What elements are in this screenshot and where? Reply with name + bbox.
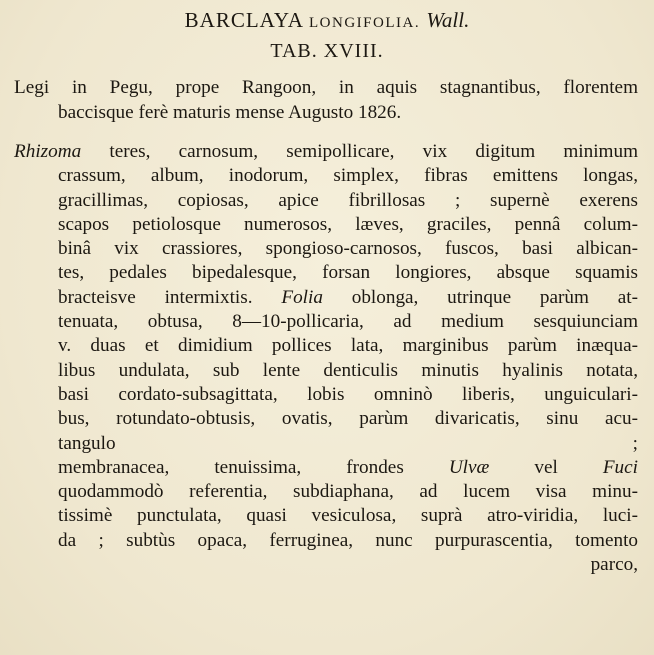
text-line: scapos petiolosque numerosos, læves, graciles, pennâ colum- — [58, 213, 638, 235]
plate-number — [0, 40, 654, 63]
text-line: basi cordato-subsagittata, lobis omninò liberis, unguiculari- — [58, 383, 638, 405]
term-folia: Folia — [281, 286, 323, 308]
text-line: da ; subtùs opaca, ferruginea, nunc purpurascentia, tomento — [58, 529, 638, 551]
term-rhizoma: Rhizoma — [14, 141, 82, 162]
text-line: tangulo ; — [58, 432, 638, 454]
plate-numeral: XVIII. — [323, 40, 384, 62]
description — [14, 140, 638, 577]
text-line: crassum, album, inodorum, simplex, fibras emittens longas, — [58, 165, 638, 187]
author: Wall. — [426, 8, 470, 32]
text-line: Legi in Pegu, prope Rangoon, in aquis stagnantibus, florentem — [14, 77, 638, 98]
text-line: v. duas et dimidium pollices lata, marginibus parùm inæqua- — [58, 335, 638, 357]
text-line: tenuata, obtusa, 8—10-pollicaria, ad medium sesquiunciam — [58, 311, 638, 333]
text-line: tes, pedales bipedalesque, forsan longiores, absque squamis — [58, 262, 638, 284]
text-line: gracillimas, copiosas, apice fibrillosas ; supernè exerens — [58, 189, 638, 211]
text-line: membranacea, tenuissima, frondes Ulvæ vel Fuci — [58, 456, 638, 478]
text-line: quodammodò referentia, subdiaphana, ad lucem visa minu- — [58, 481, 638, 503]
text-line: baccisque ferè maturis mense Augusto 1826. — [58, 102, 402, 123]
text-line: parco, — [590, 554, 638, 576]
term-fuci: Fuci — [602, 456, 638, 478]
text-line: bus, rotundato-obtusis, ovatis, parùm divaricatis, sinu acu- — [58, 408, 638, 430]
text-line: binâ vix crassiores, spongioso-carnosos, fuscos, basi albican- — [58, 238, 638, 260]
genus: BARCLAYA — [184, 8, 303, 32]
term-ulvae: Ulvæ — [448, 456, 490, 478]
collection-note — [14, 75, 638, 125]
text-line: Rhizoma teres, carnosum, semipollicare, vix digitum minimum — [14, 141, 638, 162]
page-title — [0, 8, 654, 33]
plate-label: TAB. — [270, 40, 318, 62]
species: LONGIFOLIA. — [309, 15, 421, 31]
text-line: libus undulata, sub lente denticulis minutis hyalinis notata, — [58, 359, 638, 381]
text-line: bracteisve intermixtis. Folia oblonga, utrinque parùm at- — [58, 286, 638, 308]
text-line: tissimè punctulata, quasi vesiculosa, suprà atro-viridia, luci- — [58, 505, 638, 527]
